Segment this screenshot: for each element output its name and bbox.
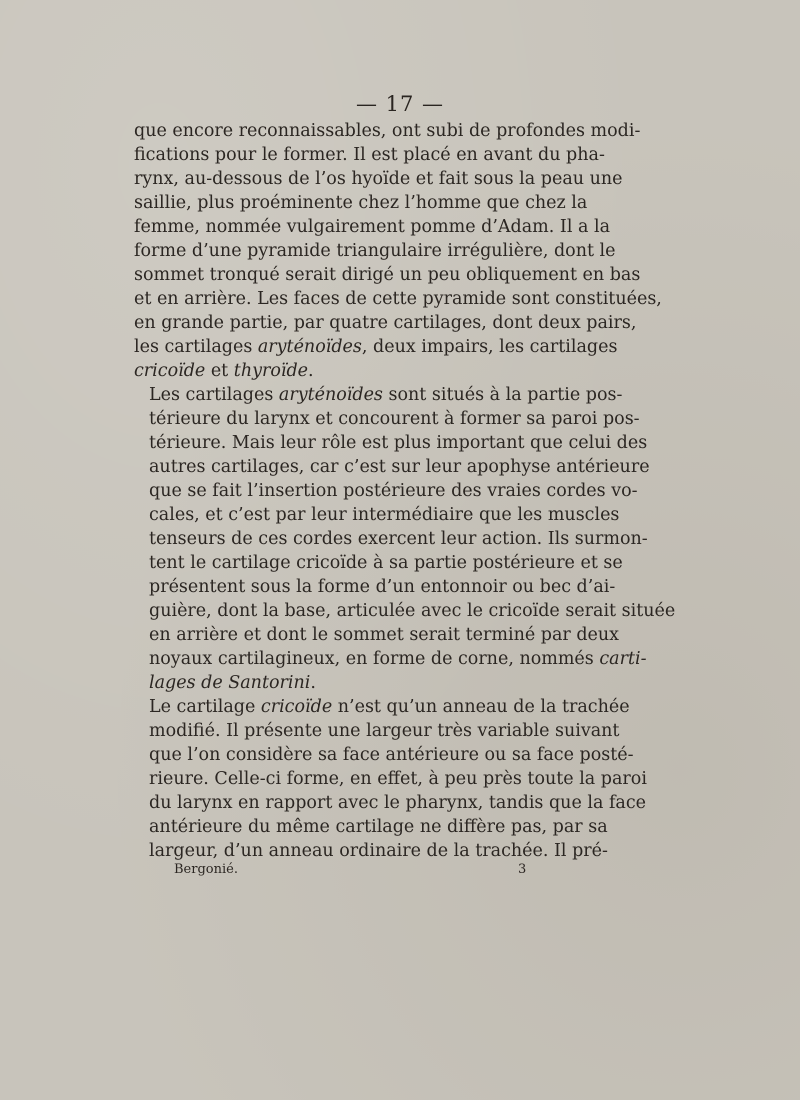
text-run: rieure. Celle-ci forme, en effet, à peu près toute la paroi [149,769,647,789]
text-run: rynx, au-dessous de l’os hyoïde et fait sous la peau une [134,169,623,189]
text-run: du larynx en rapport avec le pharynx, tandis que la face [149,793,647,813]
text-run: saillie, plus proéminente chez l’homme que chez la [134,193,588,213]
text-run: guière, dont la base, articulée avec le cricoïde serait située [149,601,676,621]
text-line [134,647,647,671]
italic-term: thyroïde [233,361,309,381]
text-run: sont situés à la partie pos- [382,385,623,405]
text-line [134,839,608,863]
text-line [134,311,637,335]
text-line [134,575,616,599]
text-line [134,695,630,719]
text-run: térieure du larynx et concourent à former sa paroi pos- [149,409,640,429]
text-run: femme, nommée vulgairement pomme d’Adam. Il a la [134,217,611,237]
text-run: que encore reconnaissables, ont subi de profondes modi- [134,121,641,141]
text-run: que l’on considère sa face antérieure ou sa face posté- [149,745,634,765]
italic-term: aryténoïdes [278,385,383,405]
text-line [134,791,647,815]
text-line [134,455,650,479]
paragraph-2 [134,383,676,695]
text-run: sommet tronqué serait dirigé un peu obliquement en bas [134,265,641,285]
text-line [134,119,641,143]
italic-term: cricoïde [260,697,333,717]
paragraph-1 [134,119,662,383]
text-run: largeur, d’un anneau ordinaire de la trachée. Il pré- [149,841,608,861]
text-line [134,359,572,383]
text-run: . [308,361,314,381]
text-line [134,743,634,767]
italic-term: cricoïde [134,361,206,381]
text-run: antérieure du même cartilage ne diffère pas, par sa [149,817,608,837]
italic-term: lages de Santorini [149,673,311,693]
text-line [134,599,676,623]
footer-signature: 3 [518,862,527,877]
text-run: en grande partie, par quatre cartilages, dont deux pairs, [134,313,637,333]
text-line [134,263,641,287]
text-line [134,623,620,647]
text-run: tenseurs de ces cordes exercent leur action. Ils surmon- [149,529,648,549]
text-line [134,719,620,743]
text-line [134,239,616,263]
text-run: et en arrière. Les faces de cette pyramide sont constituées, [134,289,662,309]
text-run: térieure. Mais leur rôle est plus important que celui des [149,433,648,453]
text-run: présentent sous la forme d’un entonnoir ou bec d’ai- [149,577,616,597]
italic-term: carti- [599,649,647,669]
italic-term: aryténoïdes [257,337,362,357]
text-run: autres cartilages, car c’est sur leur apophyse antérieure [149,457,650,477]
text-run: les cartilages [134,337,258,357]
text-line [134,383,623,407]
text-line [134,671,572,695]
text-line [134,527,648,551]
text-run: , deux impairs, les cartilages [361,337,618,357]
text-line [134,191,588,215]
text-line [134,431,648,455]
text-line [134,143,605,167]
text-run: cales, et c’est par leur intermédiaire que les muscles [149,505,620,525]
footer-author: Bergonié. [174,862,238,877]
text-line [134,503,620,527]
text-run: forme d’une pyramide triangulaire irrégulière, dont le [134,241,616,261]
text-run: Les cartilages [149,385,279,405]
text-run: et [205,361,234,381]
page-number: — 17 — [355,92,445,116]
text-line [134,215,611,239]
text-run: . [310,673,316,693]
body-text [134,119,676,863]
text-run: n’est qu’un anneau de la trachée [332,697,630,717]
text-run: modifié. Il présente une largeur très variable suivant [149,721,620,741]
text-run: que se fait l’insertion postérieure des vraies cordes vo- [149,481,638,501]
text-line [134,287,662,311]
text-line [134,815,608,839]
text-line [134,407,640,431]
text-run: en arrière et dont le sommet serait terminé par deux [149,625,620,645]
text-line [134,479,638,503]
paragraph-3 [134,695,647,863]
text-run: noyaux cartilagineux, en forme de corne, nommés [149,649,600,669]
text-line [134,767,647,791]
text-line [134,167,623,191]
text-line [134,335,618,359]
text-run: Le cartilage [149,697,261,717]
text-run: fications pour le former. Il est placé en avant du pha- [134,145,605,165]
text-run: tent le cartilage cricoïde à sa partie postérieure et se [149,553,623,573]
text-line [134,551,623,575]
